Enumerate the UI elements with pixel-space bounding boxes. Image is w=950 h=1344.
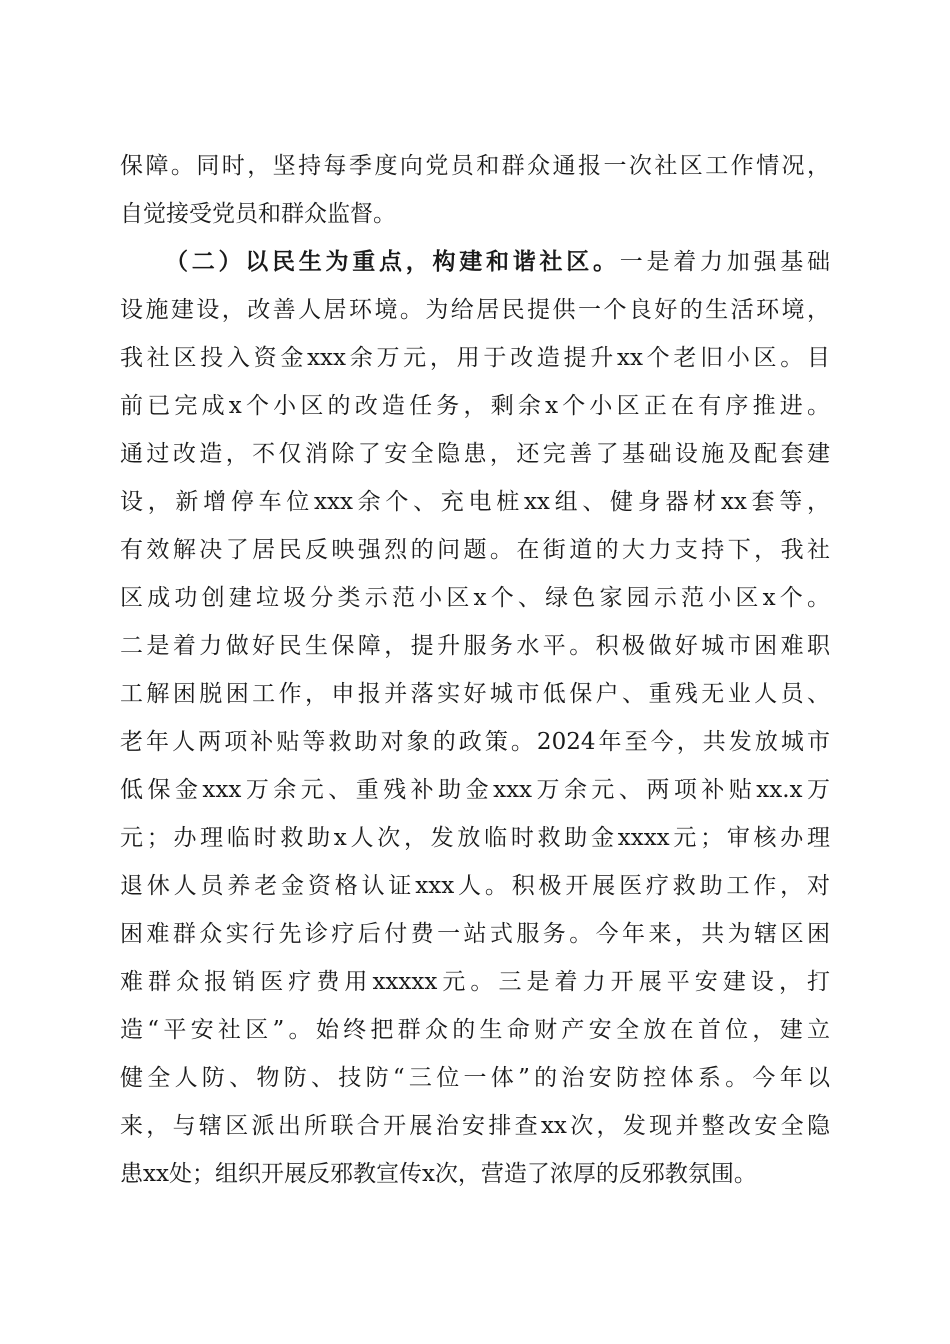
text-fragment: 一是着力加强基础 [619, 249, 830, 275]
text-line: 退休人员养老金资格认证xxx人。积极开展医疗救助工作，对 [120, 873, 830, 899]
text-line: 我社区投入资金xxx余万元，用于改造提升xx个老旧小区。目 [120, 345, 830, 371]
text-line: 元；办理临时救助x人次，发放临时救助金xxxx元；审核办理 [120, 825, 830, 851]
section-line [165, 238, 830, 286]
text-line: 难群众报销医疗费用xxxxx元。三是着力开展平安建设，打 [120, 969, 830, 995]
text-line: 保障。同时，坚持每季度向党员和群众通报一次社区工作情况， [120, 153, 830, 179]
text-line: 工解困脱困工作，申报并落实好城市低保户、重残无业人员、 [120, 681, 830, 707]
text-line: 自觉接受党员和群众监督。 [120, 201, 396, 227]
text-line: 造“平安社区”。始终把群众的生命财产安全放在首位，建立 [120, 1017, 830, 1043]
text-line: 前已完成x个小区的改造任务，剩余x个小区正在有序推进。 [120, 393, 830, 419]
text-line: 来，与辖区派出所联合开展治安排查xx次，发现并整改安全隐 [120, 1113, 830, 1139]
text-line: 老年人两项补贴等救助对象的政策。2024年至今，共发放城市 [120, 729, 830, 755]
text-line: 困难群众实行先诊疗后付费一站式服务。今年来，共为辖区困 [120, 921, 830, 947]
text-line: 低保金xxx万余元、重残补助金xxx万余元、两项补贴xx.x万 [120, 777, 830, 803]
text-line: 通过改造，不仅消除了安全隐患，还完善了基础设施及配套建 [120, 441, 830, 467]
text-line: 设，新增停车位xxx余个、充电桩xx组、健身器材xx套等， [120, 489, 830, 515]
section-heading: （二）以民生为重点，构建和谐社区。 [165, 248, 620, 275]
text-line: 区成功创建垃圾分类示范小区x个、绿色家园示范小区x个。 [120, 585, 830, 611]
text-line: 设施建设，改善人居环境。为给居民提供一个良好的生活环境， [120, 297, 830, 323]
text-line: 有效解决了居民反映强烈的问题。在街道的大力支持下，我社 [120, 537, 830, 563]
text-line: 二是着力做好民生保障，提升服务水平。积极做好城市困难职 [120, 633, 830, 659]
text-line: 健全人防、物防、技防“三位一体”的治安防控体系。今年以 [120, 1065, 830, 1091]
text-line: 患xx处；组织开展反邪教宣传x次，营造了浓厚的反邪教氛围。 [120, 1161, 757, 1187]
